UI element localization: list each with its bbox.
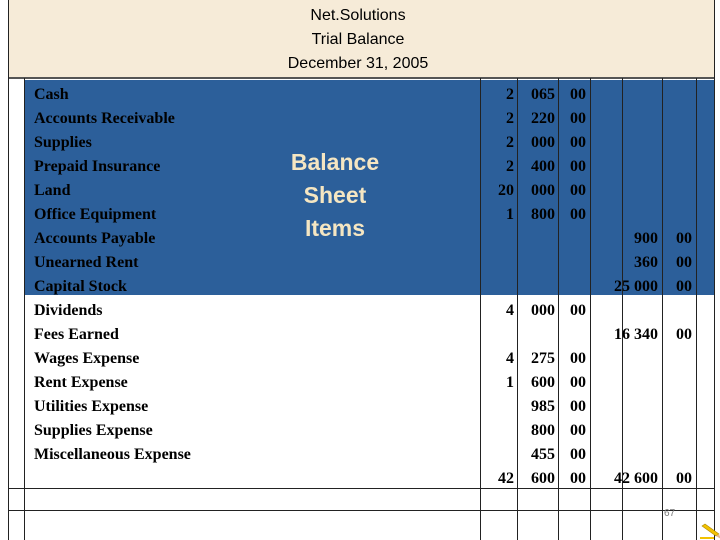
debit-amount-part: 4 (506, 350, 514, 367)
grid-column-line (696, 78, 697, 540)
account-name: Fees Earned (34, 326, 119, 343)
account-name: Unearned Rent (34, 254, 139, 271)
debit-amount-part: 20 (498, 182, 514, 199)
credit-amount-part: 00 (676, 230, 692, 247)
total-credit-part: 42 (614, 470, 630, 487)
header-divider (8, 77, 714, 79)
balance-sheet-items-label (270, 146, 400, 245)
account-name: Miscellaneous Expense (34, 446, 191, 463)
slide-number: 67 (664, 508, 676, 519)
overlay-line-2: Sheet (303, 182, 367, 208)
debit-amount-part: 4 (506, 302, 514, 319)
account-name: Dividends (34, 302, 103, 319)
total-credit-part: 600 (634, 470, 658, 487)
account-name: Prepaid Insurance (34, 158, 161, 175)
debit-amount-part: 2 (506, 134, 514, 151)
pencil-icon (700, 522, 720, 540)
debit-amount-part: 455 (531, 446, 555, 463)
credit-amount-part: 900 (634, 230, 658, 247)
statement-date: December 31, 2005 (287, 55, 429, 72)
account-name: Office Equipment (34, 206, 157, 223)
debit-amount-part: 1 (506, 374, 514, 391)
credit-amount-part: 25 (614, 278, 630, 295)
debit-amount-part: 2 (506, 86, 514, 103)
total-debit-part: 600 (531, 470, 555, 487)
account-name: Wages Expense (34, 350, 140, 367)
credit-amount-part: 00 (676, 254, 692, 271)
debit-amount-part: 600 (531, 374, 555, 391)
debit-amount-part: 00 (570, 446, 586, 463)
debit-amount-part: 220 (531, 110, 555, 127)
debit-amount-part: 00 (570, 206, 586, 223)
debit-amount-part: 400 (531, 158, 555, 175)
debit-amount-part: 065 (531, 86, 555, 103)
debit-amount-part: 800 (531, 206, 555, 223)
grid-column-line (8, 0, 9, 540)
debit-amount-part: 00 (570, 182, 586, 199)
account-name: Land (34, 182, 71, 199)
overlay-line-3: Items (304, 215, 366, 241)
debit-amount-part: 00 (570, 398, 586, 415)
debit-amount-part: 000 (531, 134, 555, 151)
credit-amount-part: 16 (614, 326, 630, 343)
grid-column-line (714, 0, 715, 540)
account-name: Accounts Receivable (34, 110, 175, 127)
debit-amount-part: 985 (531, 398, 555, 415)
debit-amount-part: 00 (570, 422, 586, 439)
account-name: Cash (34, 86, 69, 103)
debit-amount-part: 000 (531, 302, 555, 319)
debit-amount-part: 2 (506, 158, 514, 175)
debit-amount-part: 00 (570, 302, 586, 319)
credit-amount-part: 360 (634, 254, 658, 271)
statement-title: Trial Balance (311, 31, 405, 48)
debit-amount-part: 800 (531, 422, 555, 439)
debit-amount-part: 00 (570, 350, 586, 367)
account-name: Utilities Expense (34, 398, 149, 415)
total-debit-part: 42 (498, 470, 514, 487)
debit-amount-part: 275 (531, 350, 555, 367)
credit-amount-part: 00 (676, 326, 692, 343)
debit-amount-part: 00 (570, 374, 586, 391)
debit-amount-part: 00 (570, 158, 586, 175)
grid-row-line (8, 510, 714, 511)
total-debit-part: 00 (570, 470, 586, 487)
total-credit-part: 00 (676, 470, 692, 487)
debit-amount-part: 00 (570, 86, 586, 103)
debit-amount-part: 2 (506, 110, 514, 127)
account-name: Supplies (34, 134, 92, 151)
debit-amount-part: 00 (570, 134, 586, 151)
debit-amount-part: 00 (570, 110, 586, 127)
debit-amount-part: 1 (506, 206, 514, 223)
debit-amount-part: 000 (531, 182, 555, 199)
account-name: Accounts Payable (34, 230, 156, 247)
credit-amount-part: 340 (634, 326, 658, 343)
account-name: Supplies Expense (34, 422, 153, 439)
company-name: Net.Solutions (310, 7, 406, 24)
credit-amount-part: 000 (634, 278, 658, 295)
account-name: Capital Stock (34, 278, 127, 295)
overlay-line-1: Balance (290, 149, 380, 175)
credit-amount-part: 00 (676, 278, 692, 295)
grid-column-line (24, 78, 25, 540)
account-name: Rent Expense (34, 374, 128, 391)
